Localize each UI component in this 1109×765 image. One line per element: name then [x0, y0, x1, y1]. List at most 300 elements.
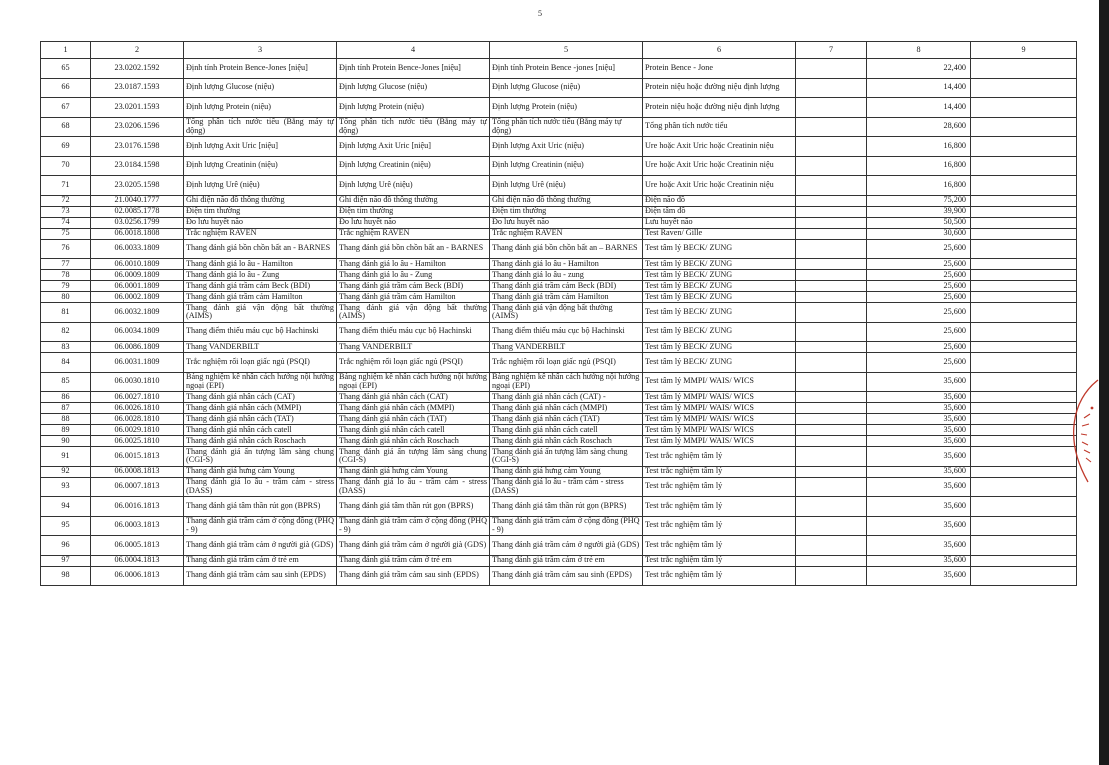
service-name-cell: Thang đánh giá trầm cảm sau sinh (EPDS): [184, 566, 337, 586]
table-row: [41, 176, 1077, 196]
price-group-cell: Test trắc nghiệm tâm lý: [643, 447, 796, 467]
row-number-cell: 84: [41, 353, 91, 373]
table-row: [41, 477, 1077, 497]
service-name-alt-cell: Định tính Protein Bence-Jones [niệu]: [337, 59, 490, 79]
service-code-cell: 06.0008.1813: [91, 466, 184, 477]
price-cell: 25,600: [867, 322, 971, 342]
column-7-cell: [796, 566, 867, 586]
service-name-approved-cell: Thang điểm thiếu máu cục bộ Hachinski: [490, 322, 643, 342]
column-9-cell: [971, 497, 1077, 517]
service-name-cell: Trắc nghiệm RAVEN: [184, 228, 337, 239]
service-code-cell: 06.0026.1810: [91, 403, 184, 414]
service-code-cell: 23.0176.1598: [91, 137, 184, 157]
price-cell: 25,600: [867, 270, 971, 281]
row-number-cell: 95: [41, 516, 91, 536]
service-name-cell: Định lượng Urê (niệu): [184, 176, 337, 196]
price-group-cell: Ure hoặc Axit Uric hoặc Creatinin niệu: [643, 156, 796, 176]
service-name-cell: Thang đánh giá lo âu - Zung: [184, 270, 337, 281]
column-7-cell: [796, 228, 867, 239]
column-header: 6: [643, 42, 796, 59]
row-number-cell: 83: [41, 342, 91, 353]
service-code-cell: 06.0032.1809: [91, 303, 184, 323]
service-name-alt-cell: Thang VANDERBILT: [337, 342, 490, 353]
row-number-cell: 76: [41, 239, 91, 259]
row-number-cell: 73: [41, 206, 91, 217]
column-7-cell: [796, 239, 867, 259]
price-cell: 50,500: [867, 217, 971, 228]
column-7-cell: [796, 372, 867, 392]
column-9-cell: [971, 353, 1077, 373]
service-name-alt-cell: Định lượng Protein (niệu): [337, 98, 490, 118]
price-cell: 16,800: [867, 176, 971, 196]
table-row: [41, 195, 1077, 206]
column-7-cell: [796, 156, 867, 176]
service-name-cell: Điện tim thường: [184, 206, 337, 217]
price-cell: 25,600: [867, 342, 971, 353]
price-group-cell: Test tâm lý MMPI/ WAIS/ WICS: [643, 414, 796, 425]
column-7-cell: [796, 403, 867, 414]
row-number-cell: 70: [41, 156, 91, 176]
column-7-cell: [796, 322, 867, 342]
column-7-cell: [796, 117, 867, 137]
column-7-cell: [796, 516, 867, 536]
price-cell: 35,600: [867, 403, 971, 414]
service-code-cell: 06.0006.1813: [91, 566, 184, 586]
service-name-approved-cell: Định lượng Creatinin (niệu): [490, 156, 643, 176]
service-code-cell: 23.0206.1596: [91, 117, 184, 137]
service-name-approved-cell: Thang đánh giá nhân cách catell: [490, 425, 643, 436]
price-group-cell: Ure hoặc Axit Uric hoặc Creatinin niệu: [643, 176, 796, 196]
price-group-cell: Test trắc nghiệm tâm lý: [643, 555, 796, 566]
price-cell: 28,600: [867, 117, 971, 137]
stamp-mark: [1058, 378, 1104, 488]
column-header: 4: [337, 42, 490, 59]
row-number-cell: 78: [41, 270, 91, 281]
column-7-cell: [796, 78, 867, 98]
price-table: [40, 41, 1077, 586]
service-name-cell: Định lượng Creatinin (niệu): [184, 156, 337, 176]
row-number-cell: 69: [41, 137, 91, 157]
row-number-cell: 65: [41, 59, 91, 79]
column-9-cell: [971, 78, 1077, 98]
service-code-cell: 23.0205.1598: [91, 176, 184, 196]
price-cell: 35,600: [867, 372, 971, 392]
column-7-cell: [796, 259, 867, 270]
column-9-cell: [971, 322, 1077, 342]
service-name-alt-cell: Thang đánh giá lo âu - Hamilton: [337, 259, 490, 270]
service-name-alt-cell: Thang đánh giá vận động bất thường (AIMS): [337, 303, 490, 323]
service-name-cell: Thang đánh giá trầm cảm ở cộng đồng (PHQ - 9): [184, 516, 337, 536]
service-name-alt-cell: Trắc nghiệm RAVEN: [337, 228, 490, 239]
column-7-cell: [796, 353, 867, 373]
service-name-alt-cell: Thang đánh giá nhân cách catell: [337, 425, 490, 436]
row-number-cell: 82: [41, 322, 91, 342]
service-code-cell: 06.0010.1809: [91, 259, 184, 270]
column-header: 7: [796, 42, 867, 59]
price-group-cell: Ure hoặc Axit Uric hoặc Creatinin niệu: [643, 137, 796, 157]
table-row: [41, 392, 1077, 403]
service-code-cell: 23.0184.1598: [91, 156, 184, 176]
column-7-cell: [796, 137, 867, 157]
service-name-alt-cell: Thang đánh giá trầm cảm ở cộng đồng (PHQ - 9): [337, 516, 490, 536]
service-name-cell: Thang đánh giá bồn chồn bất an - BARNES: [184, 239, 337, 259]
service-code-cell: 06.0001.1809: [91, 281, 184, 292]
service-name-cell: Thang đánh giá nhân cách Roschach: [184, 436, 337, 447]
service-name-alt-cell: Tổng phân tích nước tiểu (Bằng máy tự động): [337, 117, 490, 137]
service-name-approved-cell: Định lượng Urê (niệu): [490, 176, 643, 196]
column-7-cell: [796, 206, 867, 217]
price-cell: 25,600: [867, 353, 971, 373]
price-group-cell: Test tâm lý BECK/ ZUNG: [643, 239, 796, 259]
column-9-cell: [971, 137, 1077, 157]
price-cell: 39,900: [867, 206, 971, 217]
price-group-cell: Test tâm lý BECK/ ZUNG: [643, 270, 796, 281]
column-9-cell: [971, 117, 1077, 137]
table-row: [41, 555, 1077, 566]
service-code-cell: 06.0005.1813: [91, 536, 184, 556]
service-name-alt-cell: Định lượng Axit Uric [niệu]: [337, 137, 490, 157]
column-7-cell: [796, 176, 867, 196]
service-name-cell: Thang đánh giá nhân cách catell: [184, 425, 337, 436]
price-cell: 35,600: [867, 414, 971, 425]
table-row: [41, 292, 1077, 303]
column-9-cell: [971, 566, 1077, 586]
price-group-cell: Test trắc nghiệm tâm lý: [643, 516, 796, 536]
service-name-approved-cell: Điện tim thường: [490, 206, 643, 217]
column-7-cell: [796, 342, 867, 353]
service-name-cell: Định lượng Protein (niệu): [184, 98, 337, 118]
column-9-cell: [971, 156, 1077, 176]
column-9-cell: [971, 259, 1077, 270]
service-name-alt-cell: Thang đánh giá lo âu - Zung: [337, 270, 490, 281]
price-group-cell: Tổng phân tích nước tiểu: [643, 117, 796, 137]
service-code-cell: 06.0025.1810: [91, 436, 184, 447]
column-7-cell: [796, 281, 867, 292]
service-name-alt-cell: Định lượng Urê (niệu): [337, 176, 490, 196]
column-9-cell: [971, 206, 1077, 217]
price-cell: 35,600: [867, 392, 971, 403]
table-row: [41, 259, 1077, 270]
service-name-alt-cell: Định lượng Creatinin (niệu): [337, 156, 490, 176]
row-number-cell: 74: [41, 217, 91, 228]
row-number-cell: 94: [41, 497, 91, 517]
column-7-cell: [796, 392, 867, 403]
service-name-alt-cell: Định lượng Glucose (niệu): [337, 78, 490, 98]
service-name-alt-cell: Thang đánh giá nhân cách (MMPI): [337, 403, 490, 414]
service-name-alt-cell: Thang đánh giá trầm cảm ở trẻ em: [337, 555, 490, 566]
service-name-alt-cell: Thang đánh giá nhân cách Roschach: [337, 436, 490, 447]
row-number-cell: 96: [41, 536, 91, 556]
table-row: [41, 322, 1077, 342]
price-cell: 30,600: [867, 228, 971, 239]
row-number-cell: 77: [41, 259, 91, 270]
row-number-cell: 88: [41, 414, 91, 425]
service-name-alt-cell: Thang đánh giá tâm thần rút gọn (BPRS): [337, 497, 490, 517]
price-group-cell: Test tâm lý BECK/ ZUNG: [643, 281, 796, 292]
service-name-alt-cell: Thang đánh giá ấn tượng lâm sàng chung (CGI-S): [337, 447, 490, 467]
service-name-alt-cell: Ghi điện não đồ thông thường: [337, 195, 490, 206]
service-name-cell: Thang đánh giá nhân cách (TAT): [184, 414, 337, 425]
price-cell: 22,400: [867, 59, 971, 79]
column-7-cell: [796, 59, 867, 79]
row-number-cell: 93: [41, 477, 91, 497]
service-name-approved-cell: Thang đánh giá trầm cảm ở người già (GDS): [490, 536, 643, 556]
price-group-cell: Test trắc nghiệm tâm lý: [643, 477, 796, 497]
service-code-cell: 23.0201.1593: [91, 98, 184, 118]
service-name-approved-cell: Thang đánh giá hưng cảm Young: [490, 466, 643, 477]
table-row: [41, 59, 1077, 79]
service-name-cell: Thang điểm thiếu máu cục bộ Hachinski: [184, 322, 337, 342]
price-cell: 35,600: [867, 566, 971, 586]
table-row: [41, 78, 1077, 98]
row-number-cell: 87: [41, 403, 91, 414]
price-group-cell: Test tâm lý MMPI/ WAIS/ WICS: [643, 425, 796, 436]
row-number-cell: 89: [41, 425, 91, 436]
price-group-cell: Điện não đồ: [643, 195, 796, 206]
service-name-approved-cell: Thang đánh giá ấn tượng lâm sàng chung (CGI-S): [490, 447, 643, 467]
service-name-cell: Định tính Protein Bence-Jones [niệu]: [184, 59, 337, 79]
service-name-approved-cell: Bảng nghiệm kê nhân cách hướng nội hướng ngoại (EPI): [490, 372, 643, 392]
column-9-cell: [971, 281, 1077, 292]
service-name-approved-cell: Tổng phân tích nước tiểu (Bằng máy tự động): [490, 117, 643, 137]
price-group-cell: Test tâm lý BECK/ ZUNG: [643, 259, 796, 270]
price-cell: 35,600: [867, 466, 971, 477]
price-group-cell: Test tâm lý BECK/ ZUNG: [643, 303, 796, 323]
column-9-cell: [971, 516, 1077, 536]
price-group-cell: Test tâm lý BECK/ ZUNG: [643, 342, 796, 353]
table-row: [41, 414, 1077, 425]
service-name-approved-cell: Thang đánh giá trầm cảm ở trẻ em: [490, 555, 643, 566]
service-name-alt-cell: Thang đánh giá lo âu - trầm cảm - stress (DASS): [337, 477, 490, 497]
service-code-cell: 06.0033.1809: [91, 239, 184, 259]
row-number-cell: 66: [41, 78, 91, 98]
price-group-cell: Protein Bence - Jone: [643, 59, 796, 79]
column-7-cell: [796, 303, 867, 323]
row-number-cell: 80: [41, 292, 91, 303]
price-group-cell: Test tâm lý BECK/ ZUNG: [643, 292, 796, 303]
service-name-cell: Thang đánh giá hưng cảm Young: [184, 466, 337, 477]
table-row: [41, 447, 1077, 467]
table-row: [41, 436, 1077, 447]
column-header: 9: [971, 42, 1077, 59]
table-row: [41, 156, 1077, 176]
service-name-cell: Tổng phân tích nước tiểu (Bằng máy tự động): [184, 117, 337, 137]
price-cell: 35,600: [867, 555, 971, 566]
service-name-cell: Thang VANDERBILT: [184, 342, 337, 353]
price-group-cell: Điện tâm đồ: [643, 206, 796, 217]
price-cell: 16,800: [867, 137, 971, 157]
service-name-alt-cell: Thang đánh giá nhân cách (TAT): [337, 414, 490, 425]
column-header: 5: [490, 42, 643, 59]
table-row: [41, 342, 1077, 353]
service-code-cell: 06.0004.1813: [91, 555, 184, 566]
table-row: [41, 536, 1077, 556]
service-name-alt-cell: Đo lưu huyết não: [337, 217, 490, 228]
price-cell: 35,600: [867, 447, 971, 467]
service-name-approved-cell: Thang đánh giá trầm cảm Beck (BDI): [490, 281, 643, 292]
service-name-cell: Thang đánh giá lo âu - Hamilton: [184, 259, 337, 270]
row-number-cell: 79: [41, 281, 91, 292]
service-code-cell: 02.0085.1778: [91, 206, 184, 217]
column-7-cell: [796, 477, 867, 497]
column-9-cell: [971, 292, 1077, 303]
price-cell: 16,800: [867, 156, 971, 176]
service-name-cell: Thang đánh giá vận động bất thường (AIMS): [184, 303, 337, 323]
column-7-cell: [796, 292, 867, 303]
service-name-alt-cell: Bảng nghiệm kê nhân cách hướng nội hướng ngoại (EPI): [337, 372, 490, 392]
row-number-cell: 71: [41, 176, 91, 196]
price-cell: 14,400: [867, 78, 971, 98]
column-header: 8: [867, 42, 971, 59]
table-row: [41, 206, 1077, 217]
price-cell: 35,600: [867, 436, 971, 447]
service-name-cell: Thang đánh giá lo âu - trầm cảm - stress (DASS): [184, 477, 337, 497]
service-name-alt-cell: Thang đánh giá hưng cảm Young: [337, 466, 490, 477]
service-name-alt-cell: Thang đánh giá nhân cách (CAT): [337, 392, 490, 403]
price-group-cell: Protein niệu hoặc đường niệu định lượng: [643, 98, 796, 118]
header-row: [41, 42, 1077, 59]
service-code-cell: 06.0015.1813: [91, 447, 184, 467]
row-number-cell: 68: [41, 117, 91, 137]
column-7-cell: [796, 555, 867, 566]
column-7-cell: [796, 217, 867, 228]
row-number-cell: 90: [41, 436, 91, 447]
service-name-cell: Đo lưu huyết não: [184, 217, 337, 228]
service-code-cell: 06.0018.1808: [91, 228, 184, 239]
price-group-cell: Test trắc nghiệm tâm lý: [643, 566, 796, 586]
column-header: 2: [91, 42, 184, 59]
service-name-approved-cell: Định lượng Axit Uric (niệu): [490, 137, 643, 157]
service-name-approved-cell: Thang đánh giá nhân cách (CAT) -: [490, 392, 643, 403]
price-cell: 14,400: [867, 98, 971, 118]
row-number-cell: 81: [41, 303, 91, 323]
table-row: [41, 353, 1077, 373]
column-7-cell: [796, 447, 867, 467]
service-code-cell: 06.0028.1810: [91, 414, 184, 425]
column-7-cell: [796, 436, 867, 447]
service-code-cell: 21.0040.1777: [91, 195, 184, 206]
price-cell: 25,600: [867, 303, 971, 323]
table-row: [41, 372, 1077, 392]
price-cell: 35,600: [867, 425, 971, 436]
table-row: [41, 228, 1077, 239]
table-row: [41, 117, 1077, 137]
column-7-cell: [796, 466, 867, 477]
service-name-cell: Ghi điện não đồ thông thường: [184, 195, 337, 206]
service-code-cell: 06.0027.1810: [91, 392, 184, 403]
table-row: [41, 466, 1077, 477]
price-group-cell: Test tâm lý MMPI/ WAIS/ WICS: [643, 392, 796, 403]
service-name-approved-cell: Thang đánh giá nhân cách (MMPI): [490, 403, 643, 414]
service-name-approved-cell: Định lượng Protein (niệu): [490, 98, 643, 118]
service-name-cell: Thang đánh giá trầm cảm ở người già (GDS): [184, 536, 337, 556]
column-7-cell: [796, 414, 867, 425]
table-row: [41, 497, 1077, 517]
row-number-cell: 98: [41, 566, 91, 586]
service-name-alt-cell: Thang đánh giá trầm cảm sau sinh (EPDS): [337, 566, 490, 586]
column-9-cell: [971, 217, 1077, 228]
service-name-approved-cell: Thang đánh giá bồn chồn bất an – BARNES: [490, 239, 643, 259]
price-group-cell: Test tâm lý MMPI/ WAIS/ WICS: [643, 436, 796, 447]
service-name-approved-cell: Định lượng Glucose (niệu): [490, 78, 643, 98]
service-name-cell: Thang đánh giá tâm thần rút gọn (BPRS): [184, 497, 337, 517]
table-row: [41, 425, 1077, 436]
table-row: [41, 137, 1077, 157]
service-code-cell: 06.0007.1813: [91, 477, 184, 497]
page-number: 5: [538, 9, 542, 18]
table-row: [41, 270, 1077, 281]
table-row: [41, 566, 1077, 586]
table-row: [41, 403, 1077, 414]
service-name-approved-cell: Thang đánh giá trầm cảm sau sinh (EPDS): [490, 566, 643, 586]
price-group-cell: Test trắc nghiệm tâm lý: [643, 466, 796, 477]
service-name-approved-cell: Thang đánh giá nhân cách (TAT): [490, 414, 643, 425]
service-name-cell: Thang đánh giá nhân cách (CAT): [184, 392, 337, 403]
service-name-alt-cell: Điện tim thường: [337, 206, 490, 217]
service-code-cell: 06.0031.1809: [91, 353, 184, 373]
price-group-cell: Test Raven/ Gille: [643, 228, 796, 239]
service-name-approved-cell: Trắc nghiệm rối loạn giấc ngủ (PSQI): [490, 353, 643, 373]
service-name-cell: Thang đánh giá ấn tượng lâm sàng chung (CGI-S): [184, 447, 337, 467]
table-row: [41, 98, 1077, 118]
page-edge-bar: [1099, 0, 1109, 765]
price-group-cell: Test tâm lý MMPI/ WAIS/ WICS: [643, 403, 796, 414]
column-7-cell: [796, 98, 867, 118]
service-name-alt-cell: Thang đánh giá bồn chồn bất an - BARNES: [337, 239, 490, 259]
column-9-cell: [971, 536, 1077, 556]
service-name-cell: Thang đánh giá trầm cảm Hamilton: [184, 292, 337, 303]
column-9-cell: [971, 228, 1077, 239]
price-group-cell: Test trắc nghiệm tâm lý: [643, 497, 796, 517]
service-name-alt-cell: Trắc nghiệm rối loạn giấc ngủ (PSQI): [337, 353, 490, 373]
service-name-approved-cell: Thang đánh giá trầm cảm ở cộng đồng (PHQ - 9): [490, 516, 643, 536]
service-name-cell: Thang đánh giá trầm cảm ở trẻ em: [184, 555, 337, 566]
table-row: [41, 239, 1077, 259]
service-code-cell: 06.0003.1813: [91, 516, 184, 536]
price-group-cell: Test tâm lý BECK/ ZUNG: [643, 353, 796, 373]
column-9-cell: [971, 555, 1077, 566]
service-name-approved-cell: Thang VANDERBILT: [490, 342, 643, 353]
row-number-cell: 75: [41, 228, 91, 239]
service-name-alt-cell: Thang đánh giá trầm cảm Beck (BDI): [337, 281, 490, 292]
column-header: 1: [41, 42, 91, 59]
column-7-cell: [796, 270, 867, 281]
service-name-cell: Thang đánh giá nhân cách (MMPI): [184, 403, 337, 414]
service-name-alt-cell: Thang đánh giá trầm cảm Hamilton: [337, 292, 490, 303]
table-row: [41, 281, 1077, 292]
service-name-cell: Định lượng Glucose (niệu): [184, 78, 337, 98]
price-cell: 35,600: [867, 516, 971, 536]
service-name-approved-cell: Đo lưu huyết não: [490, 217, 643, 228]
table-row: [41, 217, 1077, 228]
service-code-cell: 03.0256.1799: [91, 217, 184, 228]
service-name-approved-cell: Ghi điện não đồ thông thường: [490, 195, 643, 206]
service-code-cell: 06.0086.1809: [91, 342, 184, 353]
column-9-cell: [971, 176, 1077, 196]
row-number-cell: 97: [41, 555, 91, 566]
service-code-cell: 06.0016.1813: [91, 497, 184, 517]
price-group-cell: Lưu huyết não: [643, 217, 796, 228]
price-cell: 75,200: [867, 195, 971, 206]
service-code-cell: 06.0002.1809: [91, 292, 184, 303]
price-cell: 25,600: [867, 292, 971, 303]
row-number-cell: 91: [41, 447, 91, 467]
price-group-cell: Protein niệu hoặc đường niệu định lượng: [643, 78, 796, 98]
service-name-approved-cell: Thang đánh giá lo âu - zung: [490, 270, 643, 281]
service-name-approved-cell: Thang đánh giá tâm thần rút gọn (BPRS): [490, 497, 643, 517]
service-name-alt-cell: Thang điểm thiếu máu cục bộ Hachinski: [337, 322, 490, 342]
price-cell: 35,600: [867, 536, 971, 556]
